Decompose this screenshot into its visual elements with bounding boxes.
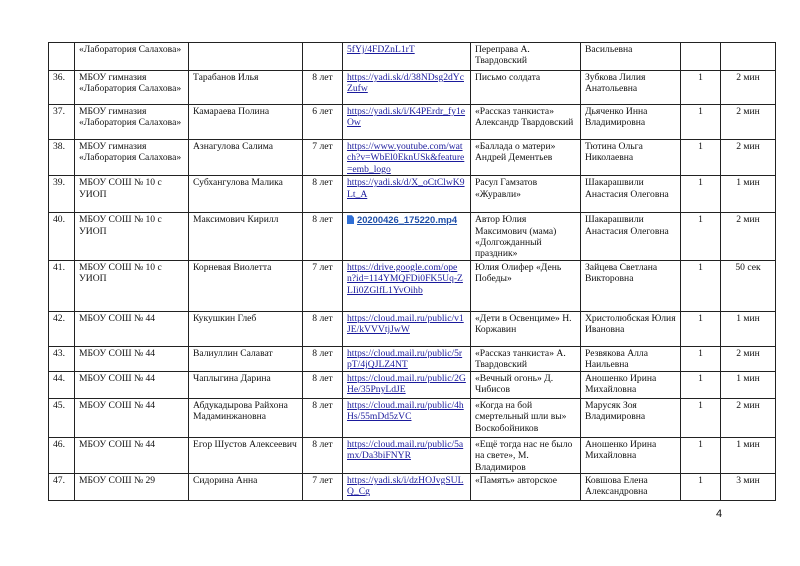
participant-name: Азнагулова Салима xyxy=(193,141,273,152)
participant-count-cell xyxy=(681,398,721,437)
work-title-cell xyxy=(471,371,581,398)
row-number-cell xyxy=(49,176,75,213)
participant-count-cell xyxy=(681,474,721,501)
school-cell: МБОУ СОШ № 10 с УИОП xyxy=(79,177,162,200)
row-number: 47. xyxy=(53,475,65,487)
table-row xyxy=(49,43,776,71)
work-title-cell xyxy=(471,437,581,473)
school-cell-cell xyxy=(75,311,189,346)
duration: 2 мин xyxy=(736,399,760,411)
participant-count: 1 xyxy=(698,312,703,324)
participant-age: 7 лет xyxy=(312,141,333,152)
row-number: 38. xyxy=(53,141,65,152)
participants-table xyxy=(48,42,776,501)
participant-count-cell xyxy=(681,105,721,140)
work-title-cell xyxy=(471,176,581,213)
participant-name-cell xyxy=(189,140,303,176)
work-title: «Память» авторское xyxy=(475,475,558,487)
participant-age-cell xyxy=(303,176,343,213)
school-cell-cell xyxy=(75,437,189,473)
teacher-name-cell xyxy=(581,346,681,371)
work-title: Письмо солдата xyxy=(475,72,541,83)
row-number-cell xyxy=(49,437,75,473)
row-number-cell xyxy=(49,398,75,437)
video-link[interactable]: https://cloud.mail.ru/public/5rpT/4jQJLZ4NT xyxy=(347,347,463,371)
row-number-cell xyxy=(49,105,75,140)
row-number: 37. xyxy=(53,106,65,117)
duration: 2 мин xyxy=(736,141,760,152)
work-title-cell xyxy=(471,140,581,176)
video-link-cell xyxy=(343,105,471,140)
teacher-name-cell xyxy=(581,437,681,473)
duration-cell xyxy=(721,398,776,437)
duration-cell xyxy=(721,371,776,398)
participant-name-cell xyxy=(189,213,303,261)
teacher-name-cell xyxy=(581,43,681,71)
row-number-cell xyxy=(49,140,75,176)
row-number: 42. xyxy=(53,312,65,324)
teacher-name: Шакарашвили Анастасия Олеговна xyxy=(585,177,669,200)
teacher-name: Резвякова Алла Наильевна xyxy=(585,347,648,371)
table-row xyxy=(49,176,776,213)
work-title: «Баллада о матери» Андрей Дементьев xyxy=(475,141,556,164)
row-number: 40. xyxy=(53,214,65,226)
row-number-cell xyxy=(49,260,75,311)
table-body xyxy=(49,43,776,501)
duration: 1 мин xyxy=(736,177,760,189)
participant-name: Корневая Виолетта xyxy=(193,261,272,273)
school-cell: МБОУ СОШ № 10 с УИОП xyxy=(79,214,162,237)
work-title-cell xyxy=(471,213,581,261)
work-title-cell xyxy=(471,474,581,501)
table-row xyxy=(49,105,776,140)
teacher-name: Зубкова Лилия Анатольевна xyxy=(585,72,646,95)
video-link[interactable]: https://yadi.sk/d/X_oCtClwK9Lt_A xyxy=(347,177,465,200)
table-row xyxy=(49,213,776,261)
school-cell-cell xyxy=(75,71,189,105)
participant-count-cell xyxy=(681,311,721,346)
participant-name-cell xyxy=(189,398,303,437)
table-row xyxy=(49,346,776,371)
work-title-cell xyxy=(471,346,581,371)
participant-age: 6 лет xyxy=(312,106,333,117)
video-link[interactable]: https://www.youtube.com/watch?v=WbEl0EknUSk&feature=emb_logo xyxy=(347,141,465,175)
video-link-cell xyxy=(343,213,471,261)
participant-name: Кукушкин Глеб xyxy=(193,312,257,324)
teacher-name-cell xyxy=(581,260,681,311)
participant-age: 8 лет xyxy=(312,72,333,83)
school-cell: МБОУ СОШ № 44 xyxy=(79,312,156,324)
row-number-cell xyxy=(49,346,75,371)
school-cell-cell xyxy=(75,213,189,261)
teacher-name-cell xyxy=(581,371,681,398)
row-number-cell xyxy=(49,371,75,398)
participant-age-cell xyxy=(303,260,343,311)
video-link-cell xyxy=(343,140,471,176)
work-title: Автор Юлия Максимович (мама) «Долгожданный праздник» xyxy=(475,214,557,260)
video-link[interactable]: https://drive.google.com/open?id=114YMQFDi0FK5Uq-ZLIi0ZGlfL1YvOihb xyxy=(347,261,463,296)
school-cell: МБОУ СОШ № 44 xyxy=(79,347,156,359)
duration: 50 сек xyxy=(735,261,761,273)
work-title-cell xyxy=(471,398,581,437)
participant-count-cell xyxy=(681,260,721,311)
school-cell-cell xyxy=(75,140,189,176)
video-link-cell xyxy=(343,311,471,346)
video-link-cell xyxy=(343,71,471,105)
participant-name-cell xyxy=(189,43,303,71)
work-title: «Вечный огонь» Д. Чибисов xyxy=(475,372,554,396)
row-number-cell xyxy=(49,71,75,105)
participant-count: 1 xyxy=(698,106,703,117)
participant-age: 8 лет xyxy=(312,312,333,324)
teacher-name: Христолюбская Юлия Ивановна xyxy=(585,312,676,336)
participant-age-cell xyxy=(303,43,343,71)
teacher-name-cell xyxy=(581,140,681,176)
duration-cell xyxy=(721,213,776,261)
row-number: 45. xyxy=(53,399,65,411)
participant-name-cell xyxy=(189,176,303,213)
page-number: 4 xyxy=(716,508,723,520)
duration: 2 мин xyxy=(736,347,760,359)
duration: 1 мин xyxy=(736,312,760,324)
row-number: 36. xyxy=(53,72,65,83)
work-title: Переправа А. Твардовский xyxy=(475,44,530,67)
row-number-cell xyxy=(49,311,75,346)
participant-age-cell xyxy=(303,371,343,398)
table-row xyxy=(49,140,776,176)
participant-name-cell xyxy=(189,437,303,473)
participant-age-cell xyxy=(303,71,343,105)
school-cell-cell xyxy=(75,474,189,501)
participant-count: 1 xyxy=(698,261,703,273)
video-link[interactable]: https://yadi.sk/i/dzHOJvgSULQ_Cg xyxy=(347,475,464,498)
duration-cell xyxy=(721,260,776,311)
participant-count: 1 xyxy=(698,214,703,226)
work-title: «Рассказ танкиста» А. Твардовский xyxy=(475,347,566,371)
participant-name-cell xyxy=(189,311,303,346)
table-row xyxy=(49,260,776,311)
participant-name: Тарабанов Илья xyxy=(193,72,259,83)
row-number: 46. xyxy=(53,438,65,450)
table-row xyxy=(49,398,776,437)
table-row xyxy=(49,311,776,346)
participant-name-cell xyxy=(189,71,303,105)
work-title: «Дети в Освенциме» Н. Коржавин xyxy=(475,312,572,336)
school-cell: МБОУ СОШ № 44 xyxy=(79,438,156,450)
duration-cell xyxy=(721,437,776,473)
participant-name-cell xyxy=(189,371,303,398)
school-cell-cell xyxy=(75,260,189,311)
school-cell-cell xyxy=(75,176,189,213)
row-number-cell xyxy=(49,213,75,261)
table-row xyxy=(49,371,776,398)
participant-name: Абдукадырова Райхона Мадаминжановна xyxy=(193,399,288,423)
row-number-cell xyxy=(49,43,75,71)
participant-age: 7 лет xyxy=(312,261,333,273)
duration: 1 мин xyxy=(736,438,760,450)
teacher-name-cell xyxy=(581,398,681,437)
duration: 1 мин xyxy=(736,372,760,384)
teacher-name-cell xyxy=(581,213,681,261)
duration: 2 мин xyxy=(736,106,760,117)
teacher-name: Аношенко Ирина Михайловна xyxy=(585,438,657,462)
participant-count: 1 xyxy=(698,399,703,411)
video-link-cell xyxy=(343,437,471,473)
school-cell: МБОУ гимназия «Лаборатория Салахова» xyxy=(79,141,182,164)
work-title-cell xyxy=(471,311,581,346)
participant-age: 8 лет xyxy=(312,399,333,411)
participant-name: Чаплыгина Дарина xyxy=(193,372,271,384)
participant-count: 1 xyxy=(698,72,703,83)
participant-count-cell xyxy=(681,213,721,261)
work-title: Юлия Олифер «День Победы» xyxy=(475,261,562,285)
participant-count-cell xyxy=(681,43,721,71)
participant-count-cell xyxy=(681,346,721,371)
participant-age-cell xyxy=(303,474,343,501)
video-link[interactable]: https://cloud.mail.ru/public/5amx/Da3biFNYR xyxy=(347,438,464,462)
duration-cell xyxy=(721,474,776,501)
table-row xyxy=(49,437,776,473)
participant-count: 1 xyxy=(698,372,703,384)
participant-count: 1 xyxy=(698,475,703,487)
duration-cell xyxy=(721,105,776,140)
teacher-name: Тютина Ольга Николаевна xyxy=(585,141,643,164)
participant-name: Валиуллин Салават xyxy=(193,347,273,359)
teacher-name: Ковшова Елена Александровна xyxy=(585,475,648,498)
video-link-cell xyxy=(343,398,471,437)
participant-name-cell xyxy=(189,474,303,501)
participant-count: 1 xyxy=(698,438,703,450)
video-link-cell xyxy=(343,43,471,71)
duration-cell xyxy=(721,176,776,213)
video-link[interactable]: https://cloud.mail.ru/public/v1JE/kVVVtjJwW xyxy=(347,312,464,336)
duration-cell xyxy=(721,311,776,346)
duration-cell xyxy=(721,346,776,371)
row-number: 43. xyxy=(53,347,65,359)
work-title-cell xyxy=(471,43,581,71)
participant-count-cell xyxy=(681,176,721,213)
school-cell: «Лаборатория Салахова» xyxy=(79,44,182,55)
table-row xyxy=(49,71,776,105)
school-cell: МБОУ СОШ № 44 xyxy=(79,399,156,411)
duration: 2 мин xyxy=(736,214,760,226)
duration-cell xyxy=(721,140,776,176)
teacher-name: Аношенко Ирина Михайловна xyxy=(585,372,657,396)
school-cell-cell xyxy=(75,346,189,371)
video-link-cell xyxy=(343,176,471,213)
participant-age: 8 лет xyxy=(312,214,333,226)
participant-age: 7 лет xyxy=(312,475,333,487)
duration-cell xyxy=(721,71,776,105)
school-cell: МБОУ СОШ № 29 xyxy=(79,475,156,487)
duration-cell xyxy=(721,43,776,71)
participant-name: Максимович Кирилл xyxy=(193,214,279,226)
participant-name-cell xyxy=(189,260,303,311)
participant-age: 8 лет xyxy=(312,177,333,189)
teacher-name: Марусяк Зоя Владимировна xyxy=(585,399,646,423)
row-number: 41. xyxy=(53,261,65,273)
video-link[interactable]: https://yadi.sk/d/38NDsg2dYcZufw xyxy=(347,72,464,95)
school-cell: МБОУ гимназия «Лаборатория Салахова» xyxy=(79,106,182,129)
video-link-cell xyxy=(343,371,471,398)
participant-name: Субхангулова Малика xyxy=(193,177,283,189)
participant-age-cell xyxy=(303,437,343,473)
participant-name-cell xyxy=(189,105,303,140)
participant-count: 1 xyxy=(698,347,703,359)
participant-age-cell xyxy=(303,213,343,261)
teacher-name: Васильевна xyxy=(585,44,633,55)
video-link-cell xyxy=(343,346,471,371)
row-number: 44. xyxy=(53,372,65,384)
work-title: «Ещё тогда нас не было на свете», М. Владимиров xyxy=(475,438,573,473)
file-icon xyxy=(347,215,354,224)
teacher-name-cell xyxy=(581,71,681,105)
participant-age-cell xyxy=(303,105,343,140)
teacher-name-cell xyxy=(581,176,681,213)
work-title-cell xyxy=(471,105,581,140)
school-cell-cell xyxy=(75,371,189,398)
participant-count-cell xyxy=(681,371,721,398)
row-number: 39. xyxy=(53,177,65,189)
work-title-cell xyxy=(471,71,581,105)
participant-age: 8 лет xyxy=(312,347,333,359)
video-link-cell xyxy=(343,260,471,311)
teacher-name: Зайцева Светлана Викторовна xyxy=(585,261,658,285)
file-attachment-link[interactable]: 20200426_175220.mp4 xyxy=(357,214,458,226)
video-link[interactable]: https://cloud.mail.ru/public/4hHs/55mDd5zVC xyxy=(347,399,464,423)
table-row xyxy=(49,474,776,501)
participant-age-cell xyxy=(303,398,343,437)
duration: 3 мин xyxy=(736,475,760,487)
participant-age-cell xyxy=(303,140,343,176)
participant-count-cell xyxy=(681,140,721,176)
participant-age: 8 лет xyxy=(312,372,333,384)
work-title: Расул Гамзатов «Журавли» xyxy=(475,177,538,200)
school-cell-cell xyxy=(75,43,189,71)
participant-age-cell xyxy=(303,346,343,371)
school-cell: МБОУ гимназия «Лаборатория Салахова» xyxy=(79,72,182,95)
video-link[interactable]: https://yadi.sk/i/K4PErdr_fy1eOw xyxy=(347,106,466,129)
teacher-name-cell xyxy=(581,105,681,140)
participant-name-cell xyxy=(189,346,303,371)
participant-count: 1 xyxy=(698,141,703,152)
participant-name: Егор Шустов Алексеевич xyxy=(193,438,297,450)
work-title: «Когда на бой смертельный шли вы» Воскобойников xyxy=(475,399,567,434)
teacher-name: Шакарашвили Анастасия Олеговна xyxy=(585,214,669,237)
work-title-cell xyxy=(471,260,581,311)
video-link-cell xyxy=(343,474,471,501)
work-title: «Рассказ танкиста» Александр Твардовский xyxy=(475,106,574,129)
teacher-name-cell xyxy=(581,474,681,501)
video-link[interactable]: https://cloud.mail.ru/public/2GHe/35PnyLdJE xyxy=(347,372,466,396)
participant-age-cell xyxy=(303,311,343,346)
school-cell: МБОУ СОШ № 44 xyxy=(79,372,156,384)
duration: 2 мин xyxy=(736,72,760,83)
teacher-name-cell xyxy=(581,311,681,346)
video-link[interactable]: 5fYj/4FDZnL1rT xyxy=(347,44,415,55)
participant-name: Камараева Полина xyxy=(193,106,270,117)
participant-count-cell xyxy=(681,437,721,473)
school-cell: МБОУ СОШ № 10 с УИОП xyxy=(79,261,162,285)
participant-count-cell xyxy=(681,71,721,105)
participant-name: Сидорина Анна xyxy=(193,475,258,487)
participant-age: 8 лет xyxy=(312,438,333,450)
row-number-cell xyxy=(49,474,75,501)
school-cell-cell xyxy=(75,105,189,140)
school-cell-cell xyxy=(75,398,189,437)
teacher-name: Дьяченко Инна Владимировна xyxy=(585,106,648,129)
participant-count: 1 xyxy=(698,177,703,189)
